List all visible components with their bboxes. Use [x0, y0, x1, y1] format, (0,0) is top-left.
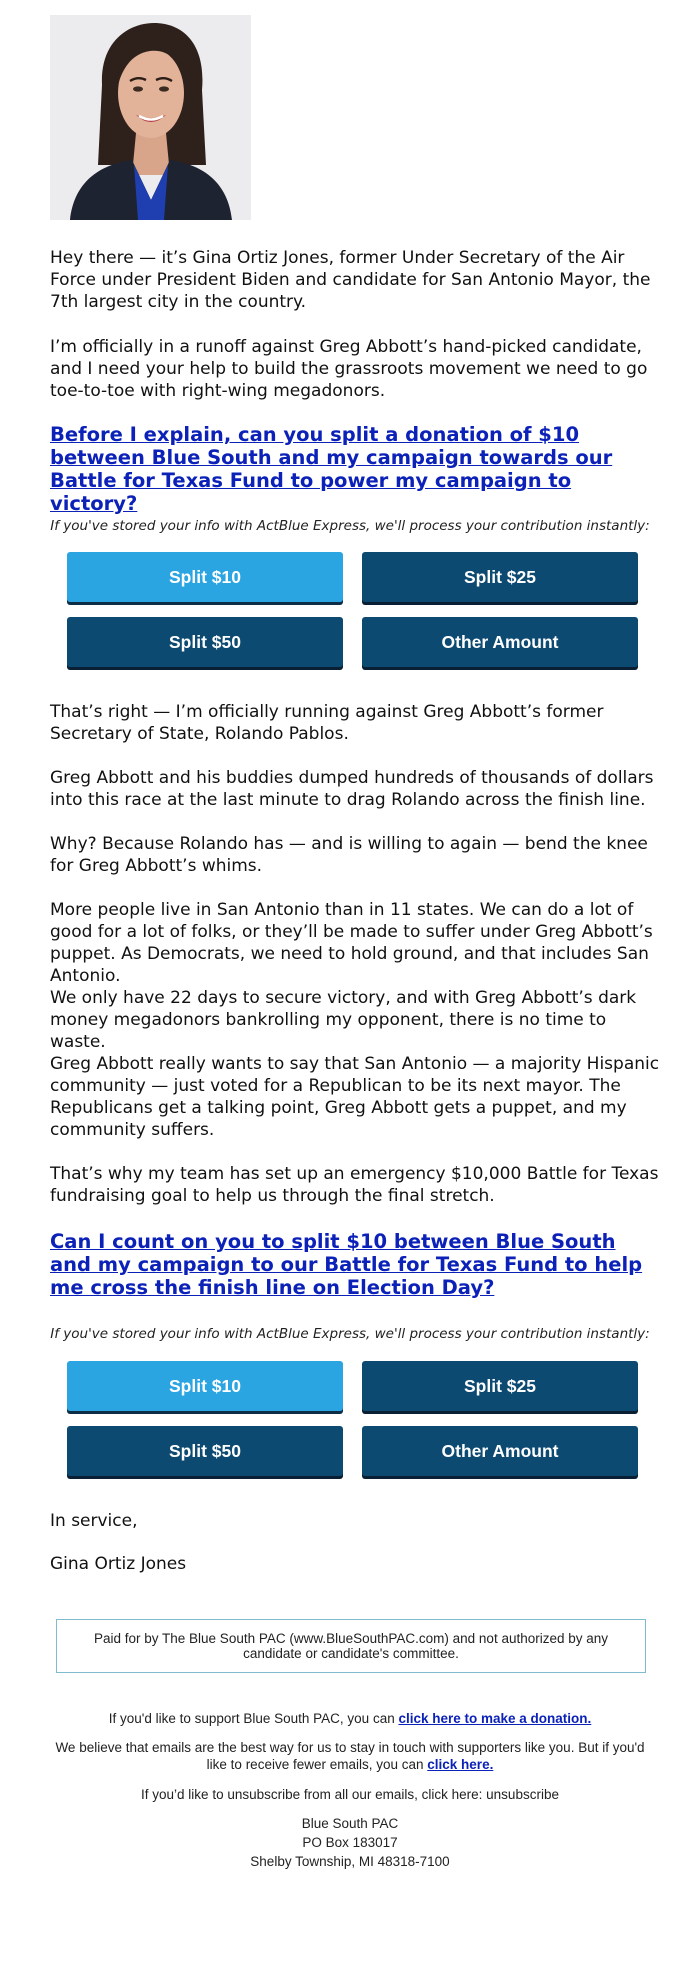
split-50-button-2[interactable]: Split $50 — [67, 1426, 343, 1476]
paid-for-disclaimer — [56, 1619, 646, 1673]
signoff-closing: In service, — [50, 1511, 138, 1531]
donation-cta-link-1[interactable]: Before I explain, can you split a donation of $10 between Blue South and my campaign towards our Battle for Texas Fund to power my campaign to victory? — [50, 423, 613, 515]
fewer-emails-text: We believe that emails are the best way for us to stay in touch with supporters like you. But if you'd like to receive fewer emails, you can — [55, 1740, 645, 1772]
split-10-button-2[interactable]: Split $10 — [67, 1361, 343, 1411]
story-paragraph-7: That’s why my team has set up an emergency $10,000 Battle for Texas fundraising goal to help us through the final stretch. — [50, 1164, 659, 1206]
signoff-name: Gina Ortiz Jones — [50, 1554, 187, 1574]
actblue-express-note-1: If you've stored your info with ActBlue Express, we'll process your contribution instantly: — [50, 518, 650, 534]
donation-link[interactable]: click here to make a donation. — [398, 1711, 592, 1726]
story-paragraph-6: Greg Abbott really wants to say that San Antonio — a majority Hispanic community — just voted for a Republican to be its next mayor. The Republicans get a talking point, Greg Abbott gets a puppet, and my community suffers. — [50, 1054, 660, 1140]
candidate-photo — [50, 15, 251, 220]
footer-city: Shelby Township, MI 48318-7100 — [250, 1854, 450, 1869]
story-paragraph-3: Why? Because Rolando has — and is willing to again — bend the knee for Greg Abbott’s whims. — [50, 834, 648, 876]
intro-paragraph-2: I’m officially in a runoff against Greg Abbott’s hand-picked candidate, and I need your help to build the grassroots movement we need to go toe-to-toe with right-wing megadonors. — [50, 337, 648, 401]
story-paragraph-2: Greg Abbott and his buddies dumped hundreds of thousands of dollars into this race at the last minute to drag Rolando across the finish line. — [50, 768, 654, 810]
other-amount-button-2[interactable]: Other Amount — [362, 1426, 638, 1476]
footer-support-line — [50, 1710, 650, 1727]
story-paragraph-5: We only have 22 days to secure victory, and with Greg Abbott’s dark money megadonors bankrolling my opponent, there is no time to waste. — [50, 988, 637, 1052]
split-25-button-2[interactable]: Split $25 — [362, 1361, 638, 1411]
footer-org-name: Blue South PAC — [301, 1816, 399, 1831]
split-10-button[interactable]: Split $10 — [67, 552, 343, 602]
footer-fewer-emails-line — [50, 1739, 650, 1773]
split-25-button[interactable]: Split $25 — [362, 552, 638, 602]
split-50-button[interactable]: Split $50 — [67, 617, 343, 667]
actblue-express-note-2: If you've stored your info with ActBlue Express, we'll process your contribution instantly: — [50, 1326, 650, 1342]
footer-unsubscribe-line[interactable]: If you’d like to unsubscribe from all our emails, click here: unsubscribe — [141, 1787, 559, 1802]
intro-paragraph-1: Hey there — it’s Gina Ortiz Jones, former Under Secretary of the Air Force under President Biden and candidate for San Antonio Mayor, the 7th largest city in the country. — [50, 248, 651, 312]
other-amount-button[interactable]: Other Amount — [362, 617, 638, 667]
candidate-portrait-image — [50, 15, 251, 220]
story-paragraph-4: More people live in San Antonio than in 11 states. We can do a lot of good for a lot of folks, or they’ll be made to suffer under Greg Abbott’s puppet. As Democrats, we need to hold ground, and that includes San Antonio. — [50, 900, 653, 986]
donation-cta-link-2[interactable]: Can I count on you to split $10 between Blue South and my campaign to our Battle for Texas Fund to help me cross the finish line on Election Day? — [50, 1230, 643, 1299]
support-text: If you'd like to support Blue South PAC, you can — [108, 1711, 399, 1726]
footer-po-box: PO Box 183017 — [302, 1835, 398, 1850]
disclaimer-text: Paid for by The Blue South PAC (www.BlueSouthPAC.com) and not authorized by any candidate or candidate's committee. — [93, 1631, 609, 1661]
fewer-emails-link[interactable]: click here. — [427, 1757, 494, 1772]
story-paragraph-1: That’s right — I’m officially running against Greg Abbott’s former Secretary of State, Rolando Pablos. — [50, 702, 604, 744]
